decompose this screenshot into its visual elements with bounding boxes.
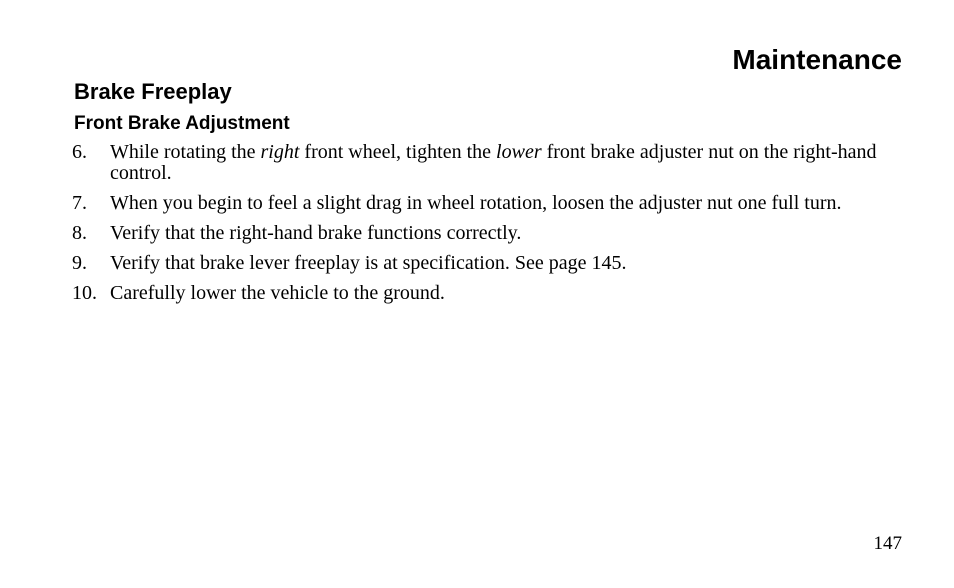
page-number: 147 [873,533,902,554]
step-text: When you begin to feel a slight drag in wheel rotation, loosen the adjuster nut one full turn. [110,192,842,214]
step-text-segment: front wheel, tighten the [299,141,497,163]
step-number: 7. [72,192,87,214]
step-text: Carefully lower the vehicle to the ground. [110,282,445,304]
subsection-title: Front Brake Adjustment [74,113,290,134]
step-number: 8. [72,222,87,244]
step-number: 10. [72,282,97,304]
step-item [72,223,902,244]
step-item [72,253,902,274]
step-text-emphasis: right [260,141,300,163]
step-text [110,141,877,184]
step-item [72,142,902,184]
step-item [72,193,902,214]
step-number: 6. [72,141,87,163]
chapter-title: Maintenance [732,44,902,75]
step-number: 9. [72,252,87,274]
step-list [72,142,902,313]
step-text-emphasis: lower [496,141,542,163]
step-text-segment: front brake adjuster nut on the right-hand control. [110,141,877,184]
step-text: Verify that the right-hand brake functions correctly. [110,222,522,244]
step-item [72,283,902,304]
section-title: Brake Freeplay [74,79,232,104]
step-text: Verify that brake lever freeplay is at specification. See page 145. [110,252,627,274]
step-text-segment: While rotating the [110,141,261,163]
